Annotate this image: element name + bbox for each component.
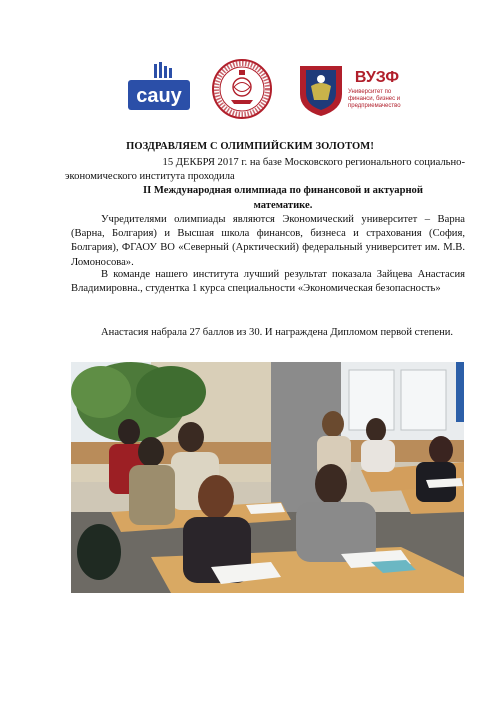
intro-line-2: экономического института проходила bbox=[65, 171, 235, 183]
classroom-photo bbox=[71, 362, 464, 593]
vuzf-logo-title: ВУЗФ bbox=[354, 69, 400, 86]
university-seal-logo bbox=[212, 58, 272, 120]
vuzf-logo-sub1: Университет по bbox=[348, 89, 392, 95]
logo-left-text: cauy bbox=[136, 85, 182, 107]
vuzf-logo-sub2: финанси, бизнес и bbox=[348, 96, 401, 102]
olympiad-name-line-1: II Международная олимпиада по финансовой и актуарной bbox=[143, 185, 423, 197]
paragraph-founders: Учредителями олимпиады являются Экономический университет – Варна (Варна, Болгария) и Высшая школа финансов, бизнеса и страхования (София, Болгария), ФГАОУ ВО «Северный (Арктический) федеральный университет им. М.В. Ломоносова». bbox=[71, 214, 465, 268]
paragraph-result: В команде нашего института лучший результат показала Зайцева Анастасия Владимировна., студентка 1 курса специальности «Экономическая безопасность» bbox=[71, 269, 465, 295]
intro-line-1: 15 ДЕКБРЯ 2017 г. на базе Московского регионального социально- bbox=[162, 157, 465, 168]
logo-row bbox=[0, 58, 500, 128]
olympiad-name-line-2: математике. bbox=[253, 199, 313, 211]
paragraph-intro bbox=[65, 156, 465, 213]
institute-logo-left bbox=[124, 62, 194, 114]
paragraph-award: Анастасия набрала 27 баллов из 30. И награждена Дипломом первой степени. bbox=[101, 327, 454, 338]
page-title: ПОЗДРАВЛЯЕМ С ОЛИМПИЙСКИМ ЗОЛОТОМ! bbox=[126, 141, 374, 152]
vuzf-logo bbox=[298, 60, 418, 118]
vuzf-logo-sub3: предприемачество bbox=[348, 103, 401, 109]
